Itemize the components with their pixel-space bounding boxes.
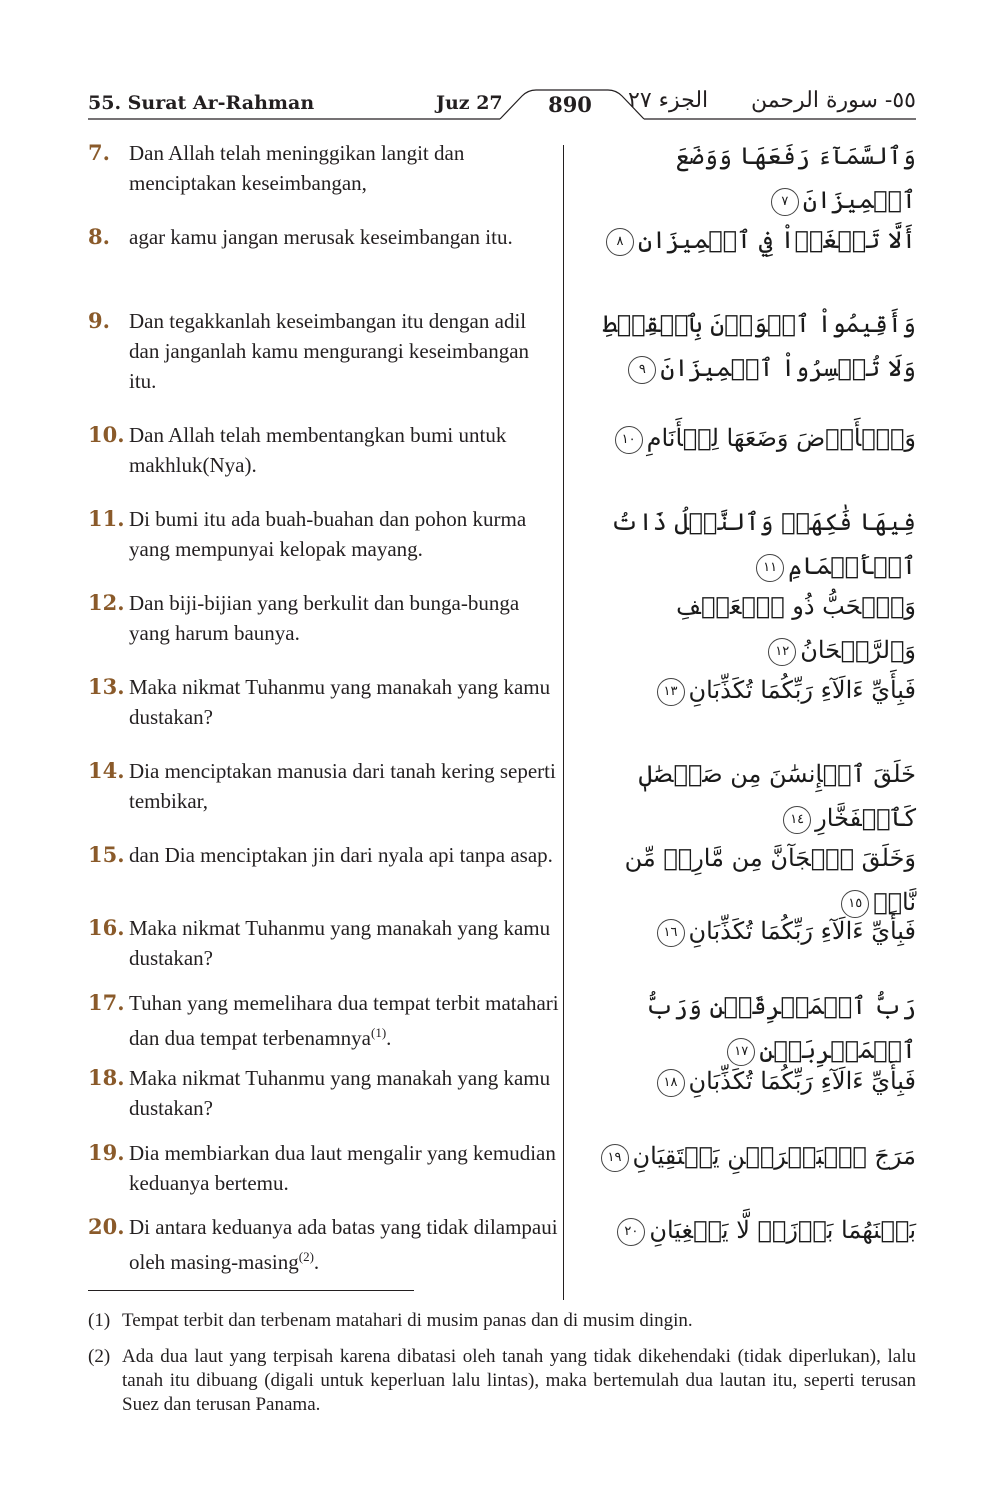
footnote-label: (2) <box>88 1346 111 1367</box>
verse-translation: Dia menciptakan manusia dari tanah kering seperti tembikar, <box>129 759 556 813</box>
verse-14 <box>88 756 1000 840</box>
verse-arabic: وَخَلَقَ ٱلۡجَآنَّ مِن مَّارِجٖ مِّن نَّارٖ١٥ <box>624 844 916 916</box>
verse-translation: Tuhan yang memelihara dua tempat terbit matahari dan dua tempat terbenamnya$^{(1)}$. <box>129 991 559 1050</box>
page-header <box>88 84 916 124</box>
verse-translation: Dan Allah telah membentangkan bumi untuk makhluk(Nya). <box>129 423 507 477</box>
verse-arabic: وَٱلسَّمَآءَ رَفَعَهَا وَوَضَعَ ٱلۡمِيزَانَ٧ <box>675 142 916 214</box>
footnote-divider <box>88 1290 414 1291</box>
ayah-marker-icon: ١٨ <box>657 1069 685 1097</box>
ayah-marker-icon: ١١ <box>756 554 784 582</box>
verse-translation: Dan tegakkanlah keseimbangan itu dengan adil dan janganlah kamu mengurangi keseimbangan itu. <box>129 309 530 393</box>
verse-translation: Maka nikmat Tuhanmu yang manakah yang kamu dustakan? <box>129 916 551 970</box>
verse-number: 15. <box>88 842 125 867</box>
ayah-marker-icon: ١٠ <box>615 426 643 454</box>
verse-9 <box>88 306 1000 416</box>
verse-arabic: فَبِأَيِّ ءَالَآءِ رَبِّكُمَا تُكَذِّبَانِ١٣ <box>586 668 916 712</box>
verse-arabic: وَٱلۡحَبُّ ذُو ٱلۡعَصۡفِ وَٱلرَّيۡحَانُ١٢ <box>676 592 916 664</box>
verse-11 <box>88 504 1000 588</box>
verse-arabic: وَٱلۡأَرۡضَ وَضَعَهَا لِلۡأَنَامِ١٠ <box>586 416 916 460</box>
verse-arabic: فَبِأَيِّ ءَالَآءِ رَبِّكُمَا تُكَذِّبَانِ١٨ <box>586 1059 916 1103</box>
verse-number: 16. <box>88 915 125 940</box>
verse-arabic: فَبِأَيِّ ءَالَآءِ رَبِّكُمَا تُكَذِّبَانِ١٦ <box>586 909 916 953</box>
verse-number: 8. <box>88 224 110 249</box>
surah-title: 55. Surat Ar-Rahman <box>88 92 315 114</box>
footnote-text: Tempat terbit dan terbenam matahari di musim panas dan di musim dingin. <box>122 1310 693 1331</box>
verse-arabic: خَلَقَ ٱلۡإِنسَٰنَ مِن صَلۡصَٰلٖ كَٱلۡفَخَّارِ١٤ <box>638 760 916 832</box>
verse-number: 9. <box>88 308 110 333</box>
footnote-ref: (1) <box>370 1025 387 1040</box>
ayah-marker-icon: ٧ <box>771 188 799 216</box>
verse-12 <box>88 588 1000 672</box>
verse-7 <box>88 138 1000 222</box>
verse-arabic: مَرَجَ ٱلۡبَحۡرَيۡنِ يَلۡتَقِيَانِ١٩ <box>586 1134 916 1178</box>
arabic-surah-title: ٥٥- سورة الرحمن <box>750 88 916 113</box>
ayah-marker-icon: ١٦ <box>657 919 685 947</box>
verse-translation: Di bumi itu ada buah-buahan dan pohon kurma yang mempunyai kelopak mayang. <box>129 507 527 561</box>
verse-arabic: بَيۡنَهُمَا بَرۡزَخٞ لَّا يَبۡغِيَانِ٢٠ <box>586 1208 916 1252</box>
verse-number: 20. <box>88 1214 125 1239</box>
verse-20 <box>88 1212 1000 1296</box>
verse-translation: Dan biji-bijian yang berkulit dan bunga-bunga yang harum baunya. <box>129 591 520 645</box>
ayah-marker-icon: ٨ <box>606 228 634 256</box>
verse-number: 7. <box>88 140 110 165</box>
verse-number: 19. <box>88 1140 125 1165</box>
footnote-1 <box>88 1309 916 1333</box>
verse-arabic: فِيهَا فَٰكِهَةٞ وَٱلنَّخۡلُ ذَاتُ ٱلۡأَكۡمَامِ١١ <box>610 508 916 580</box>
verse-number: 12. <box>88 590 125 615</box>
verse-13 <box>88 672 1000 756</box>
verse-number: 18. <box>88 1065 125 1090</box>
footnote-ref: (2) <box>298 1249 314 1264</box>
ayah-marker-icon: ١٢ <box>768 638 796 666</box>
verse-translation: Dia membiarkan dua laut mengalir yang kemudian keduanya bertemu. <box>129 1141 556 1195</box>
verse-number: 17. <box>88 990 125 1015</box>
verse-arabic: أَلَّا تَطۡغَوۡاْ فِي ٱلۡمِيزَانِ٨ <box>586 218 916 262</box>
footnote-text: Ada dua laut yang terpisah karena dibatasi oleh tanah yang tidak dikehendaki (tidak diperlukan), lalu tanah itu dibuang (digali untuk keperluan lalu lintas), maka bertemulah dua lautan itu, seperti terusan Suez dan terusan Panama. <box>122 1346 916 1415</box>
ayah-marker-icon: ١٥ <box>841 890 869 918</box>
verse-number: 10. <box>88 422 125 447</box>
ayah-marker-icon: ١٩ <box>601 1144 629 1172</box>
page-number: 890 <box>548 92 592 117</box>
juz-label: Juz 27 <box>436 92 503 114</box>
footnote-2 <box>88 1345 916 1417</box>
verse-arabic: وَأَقِيمُواْ ٱلۡوَزۡنَ بِٱلۡقِسۡطِ وَلَا تُخۡسِرُواْ ٱلۡمِيزَانَ٩ <box>602 310 916 382</box>
arabic-juz-label: الجزء ٢٧ <box>628 88 709 113</box>
verse-translation: Dan Allah telah meninggikan langit dan menciptakan keseimbangan, <box>129 141 465 195</box>
verse-translation: Maka nikmat Tuhanmu yang manakah yang kamu dustakan? <box>129 1066 551 1120</box>
footnote-label: (1) <box>88 1310 111 1331</box>
ayah-marker-icon: ١٣ <box>657 678 685 706</box>
verse-translation: Maka nikmat Tuhanmu yang manakah yang kamu dustakan? <box>129 675 551 729</box>
verse-arabic: رَبُّ ٱلۡمَشۡرِقَيۡنِ وَرَبُّ ٱلۡمَغۡرِبَيۡنِ١٧ <box>645 992 916 1064</box>
verse-number: 14. <box>88 758 125 783</box>
verse-10 <box>88 420 1000 504</box>
verse-translation: Di antara keduanya ada batas yang tidak dilampaui oleh masing-masing$^{(2)}$. <box>129 1215 558 1274</box>
ayah-marker-icon: ٢٠ <box>617 1218 645 1246</box>
verse-number: 11. <box>88 506 125 531</box>
verse-8 <box>88 222 1000 306</box>
verse-translation: agar kamu jangan merusak keseimbangan itu. <box>129 225 513 249</box>
verse-number: 13. <box>88 674 125 699</box>
ayah-marker-icon: ١٧ <box>727 1038 755 1066</box>
verse-translation: dan Dia menciptakan jin dari nyala api tanpa asap. <box>129 843 553 867</box>
ayah-marker-icon: ١٤ <box>783 806 811 834</box>
ayah-marker-icon: ٩ <box>628 356 656 384</box>
